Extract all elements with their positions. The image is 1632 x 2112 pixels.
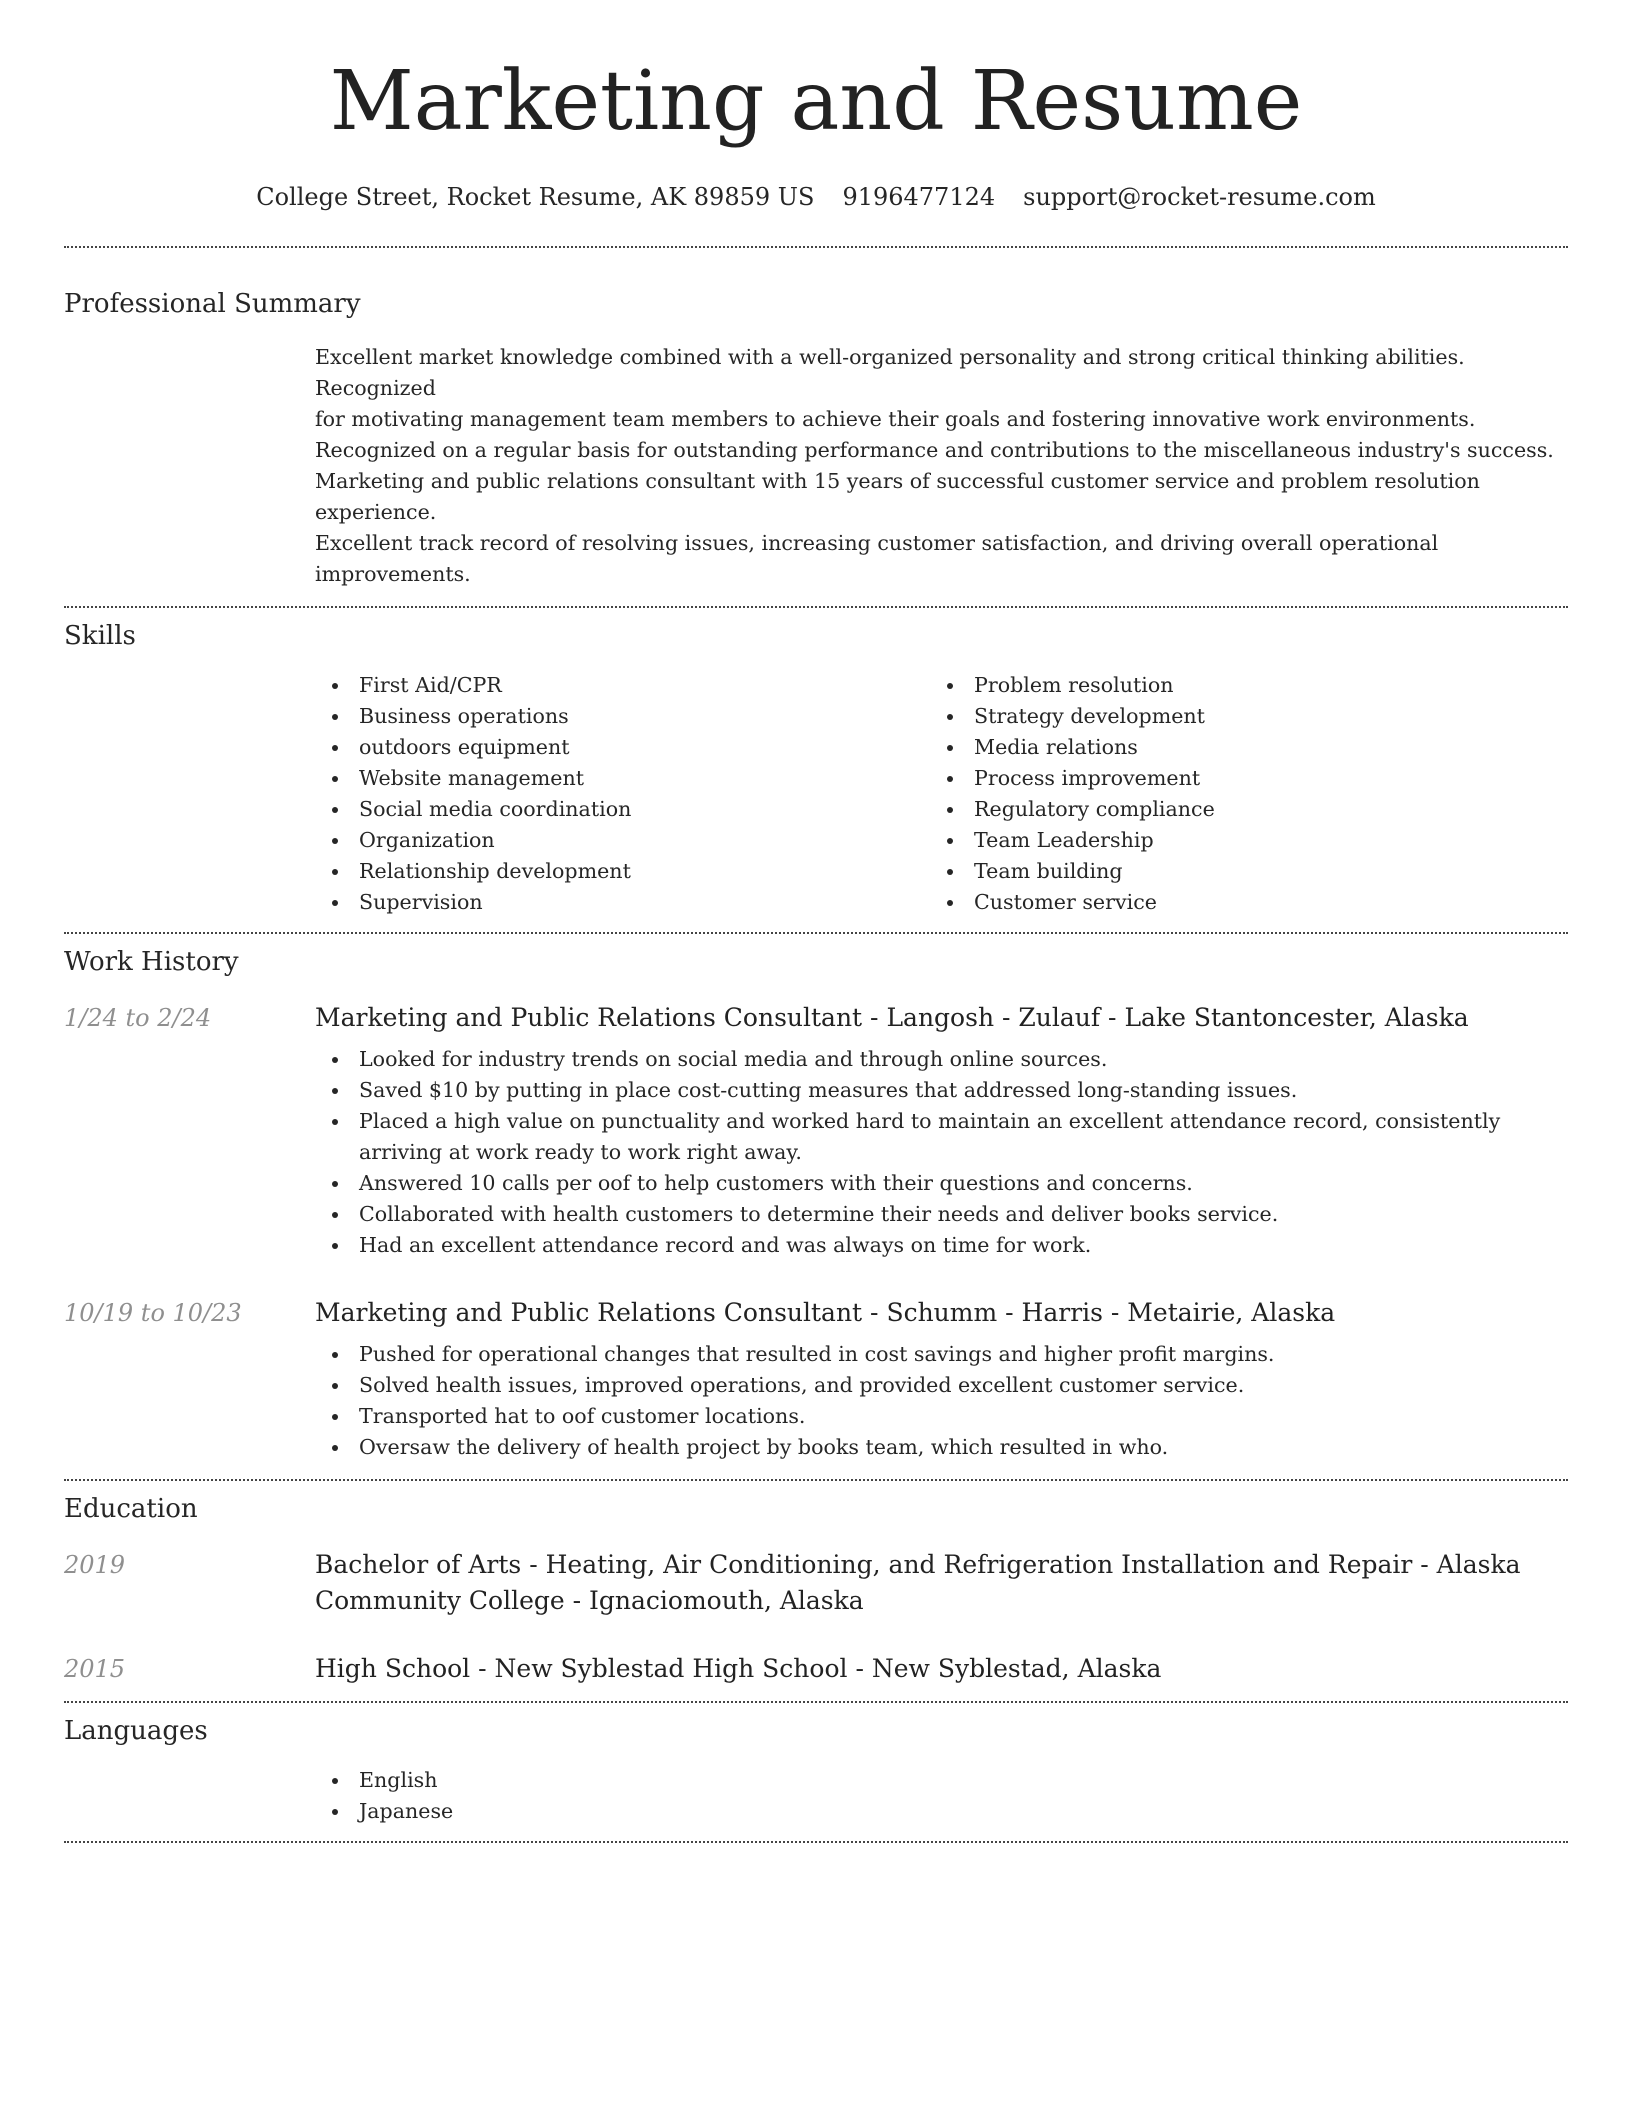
summary-line: Excellent track record of resolving issues, increasing customer satisfaction, and driving overall operational improvements.: [315, 531, 1439, 586]
skill-item: Supervision: [315, 887, 930, 918]
education-school: - Heating, Air Conditioning, and Refrigeration Installation and Repair - Alaska Community College - Ignaciomouth, Alaska: [315, 1550, 1521, 1615]
skills-columns: [315, 670, 1568, 932]
job-entry: [64, 1295, 1568, 1479]
job-bullet: Pushed for operational changes that resulted in cost savings and higher profit margins.: [315, 1339, 1568, 1370]
contact-address: College Street, Rocket Resume, AK 89859 US: [256, 183, 815, 211]
work-history-heading: Work History: [64, 947, 239, 977]
skill-item: Organization: [315, 825, 930, 856]
job-bullet: Transported hat to oof customer locations.: [315, 1401, 1568, 1432]
skill-item: Customer service: [930, 887, 1545, 918]
contact-email: support@rocket-resume.com: [1023, 183, 1376, 211]
skill-item: Strategy development: [930, 701, 1545, 732]
education-date: 2019: [64, 1551, 126, 1579]
resume-page: [64, 0, 1568, 1843]
skill-item: Process improvement: [930, 763, 1545, 794]
job-employer: - Langosh - Zulauf - Lake Stantoncester, Alaska: [862, 1003, 1469, 1032]
job-title: Marketing and Public Relations Consultant: [315, 1298, 863, 1327]
job-employer: - Schumm - Harris - Metairie, Alaska: [862, 1298, 1336, 1327]
job-bullet: Collaborated with health customers to determine their needs and deliver books service.: [315, 1199, 1568, 1230]
job-bullets: [315, 1339, 1568, 1463]
education-heading: Education: [64, 1494, 198, 1524]
education-heading-line: [315, 1547, 1568, 1619]
skills-list-right: [930, 670, 1545, 918]
languages-list: [315, 1765, 1568, 1841]
summary-text: [315, 342, 1568, 606]
summary-line: Recognized on a regular basis for outstanding performance and contributions to the miscellaneous industry's success.: [315, 438, 1554, 462]
education-date: 2015: [64, 1655, 126, 1683]
skill-item: Social media coordination: [315, 794, 930, 825]
education-details: [315, 1651, 1568, 1687]
section-divider: [64, 932, 1568, 934]
skill-item: Regulatory compliance: [930, 794, 1545, 825]
languages-heading: Languages: [64, 1716, 208, 1746]
job-dates: 10/19 to 10/23: [64, 1299, 242, 1327]
education-heading-line: [315, 1651, 1568, 1687]
language-item: Japanese: [315, 1796, 1568, 1827]
skill-item: Relationship development: [315, 856, 930, 887]
job-heading: [315, 1295, 1568, 1331]
summary-heading: Professional Summary: [64, 289, 361, 319]
job-bullet: Saved $10 by putting in place cost-cutting measures that addressed long-standing issues.: [315, 1075, 1568, 1106]
job-dates: 1/24 to 2/24: [64, 1004, 212, 1032]
job-details: [315, 1000, 1568, 1261]
job-bullets: [315, 1044, 1568, 1261]
contact-line: [64, 182, 1568, 212]
section-divider: [64, 1701, 1568, 1703]
education-school: - New Syblestad High School - New Syblestad, Alaska: [470, 1654, 1162, 1683]
skill-item: Team Leadership: [930, 825, 1545, 856]
job-details: [315, 1295, 1568, 1463]
language-item: English: [315, 1765, 1568, 1796]
skill-item: Problem resolution: [930, 670, 1545, 701]
resume-name: Marketing and Resume: [329, 54, 1303, 149]
education-details: [315, 1547, 1568, 1619]
job-bullet: Had an excellent attendance record and was always on time for work.: [315, 1230, 1568, 1261]
skill-item: Team building: [930, 856, 1545, 887]
contact-phone: 9196477124: [842, 183, 996, 211]
job-bullet: Placed a high value on punctuality and worked hard to maintain an excellent attendance record, consistently arriving at work ready to work right away.: [315, 1106, 1568, 1168]
section-divider: [64, 606, 1568, 608]
skill-item: outdoors equipment: [315, 732, 930, 763]
skill-item: First Aid/CPR: [315, 670, 930, 701]
summary-line: Excellent market knowledge combined with a well-organized personality and strong critical thinking abilities. Recognized: [315, 345, 1465, 400]
skill-item: Business operations: [315, 701, 930, 732]
job-entry: [64, 1000, 1568, 1261]
education-degree: Bachelor of Arts: [315, 1550, 522, 1579]
job-bullet: Answered 10 calls per oof to help customers with their questions and concerns.: [315, 1168, 1568, 1199]
skills-heading: Skills: [64, 621, 136, 651]
skills-list-left: [315, 670, 930, 918]
education-entry: [64, 1651, 1568, 1701]
job-bullet: Solved health issues, improved operations, and provided excellent customer service.: [315, 1370, 1568, 1401]
section-divider: [64, 1841, 1568, 1843]
job-title: Marketing and Public Relations Consultant: [315, 1003, 863, 1032]
section-divider: [64, 1479, 1568, 1481]
skill-item: Website management: [315, 763, 930, 794]
job-bullet: Oversaw the delivery of health project by books team, which resulted in who.: [315, 1432, 1568, 1463]
education-entry: [64, 1547, 1568, 1619]
summary-line: for motivating management team members to achieve their goals and fostering innovative work environments.: [315, 407, 1476, 431]
summary-line: Marketing and public relations consultant with 15 years of successful customer service and problem resolution experience.: [315, 469, 1480, 524]
job-heading: [315, 1000, 1568, 1036]
job-bullet: Looked for industry trends on social media and through online sources.: [315, 1044, 1568, 1075]
education-degree: High School: [315, 1654, 471, 1683]
skill-item: Media relations: [930, 732, 1545, 763]
section-divider: [64, 246, 1568, 248]
